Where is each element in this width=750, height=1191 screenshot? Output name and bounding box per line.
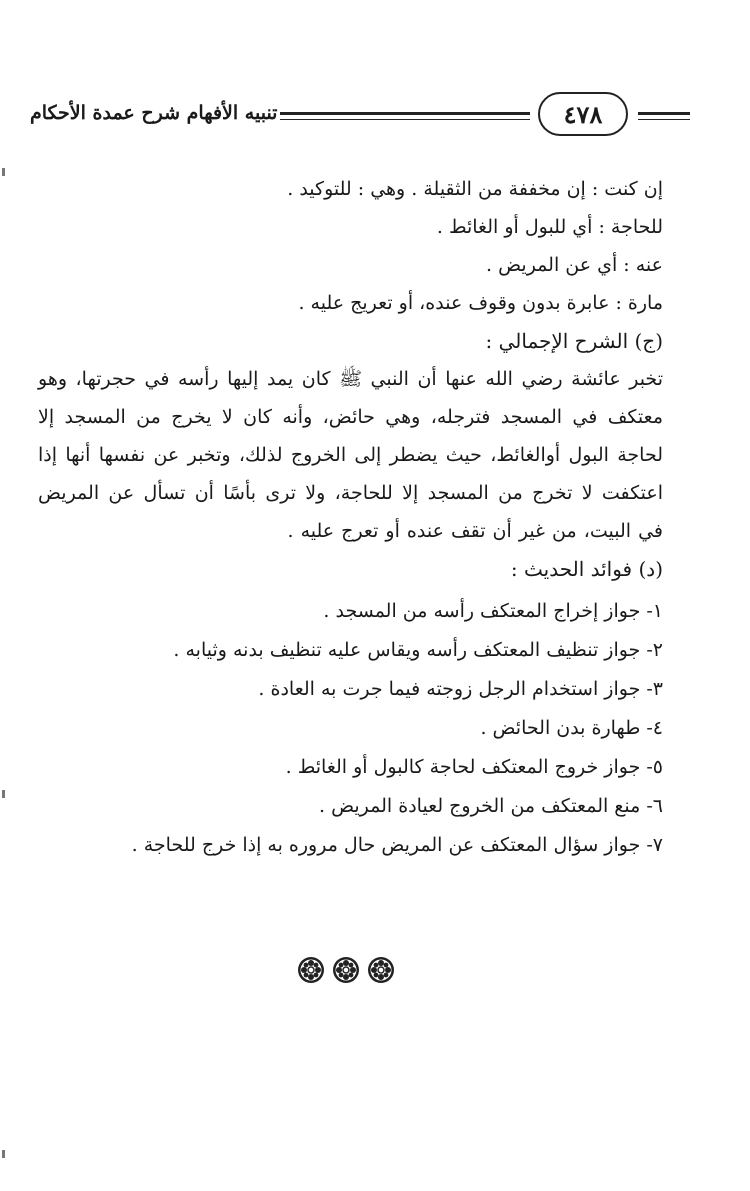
header-rule-left [280, 112, 530, 115]
section-heading-benefits: (د) فوائد الحديث : [510, 557, 663, 581]
benefit-item: ٣- جواز استخدام الرجل زوجته فيما جرت به العادة . [258, 678, 663, 700]
page-body [38, 170, 663, 865]
section-end-ornament [296, 955, 396, 989]
definition-line: إن كنت : إن مخففة من الثقيلة . وهي : للتوكيد . [287, 178, 663, 200]
definition-line: للحاجة : أي للبول أو الغائط . [436, 216, 663, 238]
book-title: تنبيه الأفهام شرح عمدة الأحكام [30, 102, 278, 124]
benefit-item: ١- جواز إخراج المعتكف رأسه من المسجد . [323, 600, 663, 622]
flower-ornament-icon [296, 955, 326, 985]
section-heading-overall: (ج) الشرح الإجمالي : [485, 329, 663, 353]
flower-ornament-icon [366, 955, 396, 985]
benefit-item: ٦- منع المعتكف من الخروج لعيادة المريض . [319, 795, 663, 817]
header-rule-right-thin [638, 119, 690, 120]
overall-explanation-paragraph: تخبر عائشة رضي الله عنها أن النبي ﷺ كان يمد إليها رأسه في حجرتها، وهو معتكف في المسجد فترجله، وهي حائض، وأنه كان لا يخرج من المسجد إلا لحاجة البول أوالغائط، حيث يضطر إلى الخروج لذلك، وتخبر عن نفسها أنها إذا اعتكفت لا تخرج من المسجد إلا للحاجة، ولا ترى بأسًا أن تسأل عن المريض في البيت، من غير أن تقف عنده أو تعرج عليه . [38, 368, 663, 542]
definition-line: عنه : أي عن المريض . [486, 254, 663, 276]
header-rule-left-thin [280, 119, 530, 120]
benefit-item: ٥- جواز خروج المعتكف لحاجة كالبول أو الغائط . [285, 756, 663, 778]
benefit-item: ٢- جواز تنظيف المعتكف رأسه ويقاس عليه تنظيف بدنه وثيابه . [173, 639, 663, 661]
page-header [30, 92, 695, 140]
header-rule-right [638, 112, 690, 115]
definition-line: مارة : عابرة بدون وقوف عنده، أو تعريج عليه . [298, 292, 663, 314]
page-edge-mark [2, 168, 5, 176]
benefit-item: ٤- طهارة بدن الحائض . [480, 717, 663, 739]
page-edge-mark [2, 1150, 5, 1158]
benefit-item: ٧- جواز سؤال المعتكف عن المريض حال مروره به إذا خرج للحاجة . [131, 834, 663, 856]
flower-ornament-icon [331, 955, 361, 985]
page-number: ٤٧٨ [538, 92, 628, 136]
page-edge-mark [2, 790, 5, 798]
